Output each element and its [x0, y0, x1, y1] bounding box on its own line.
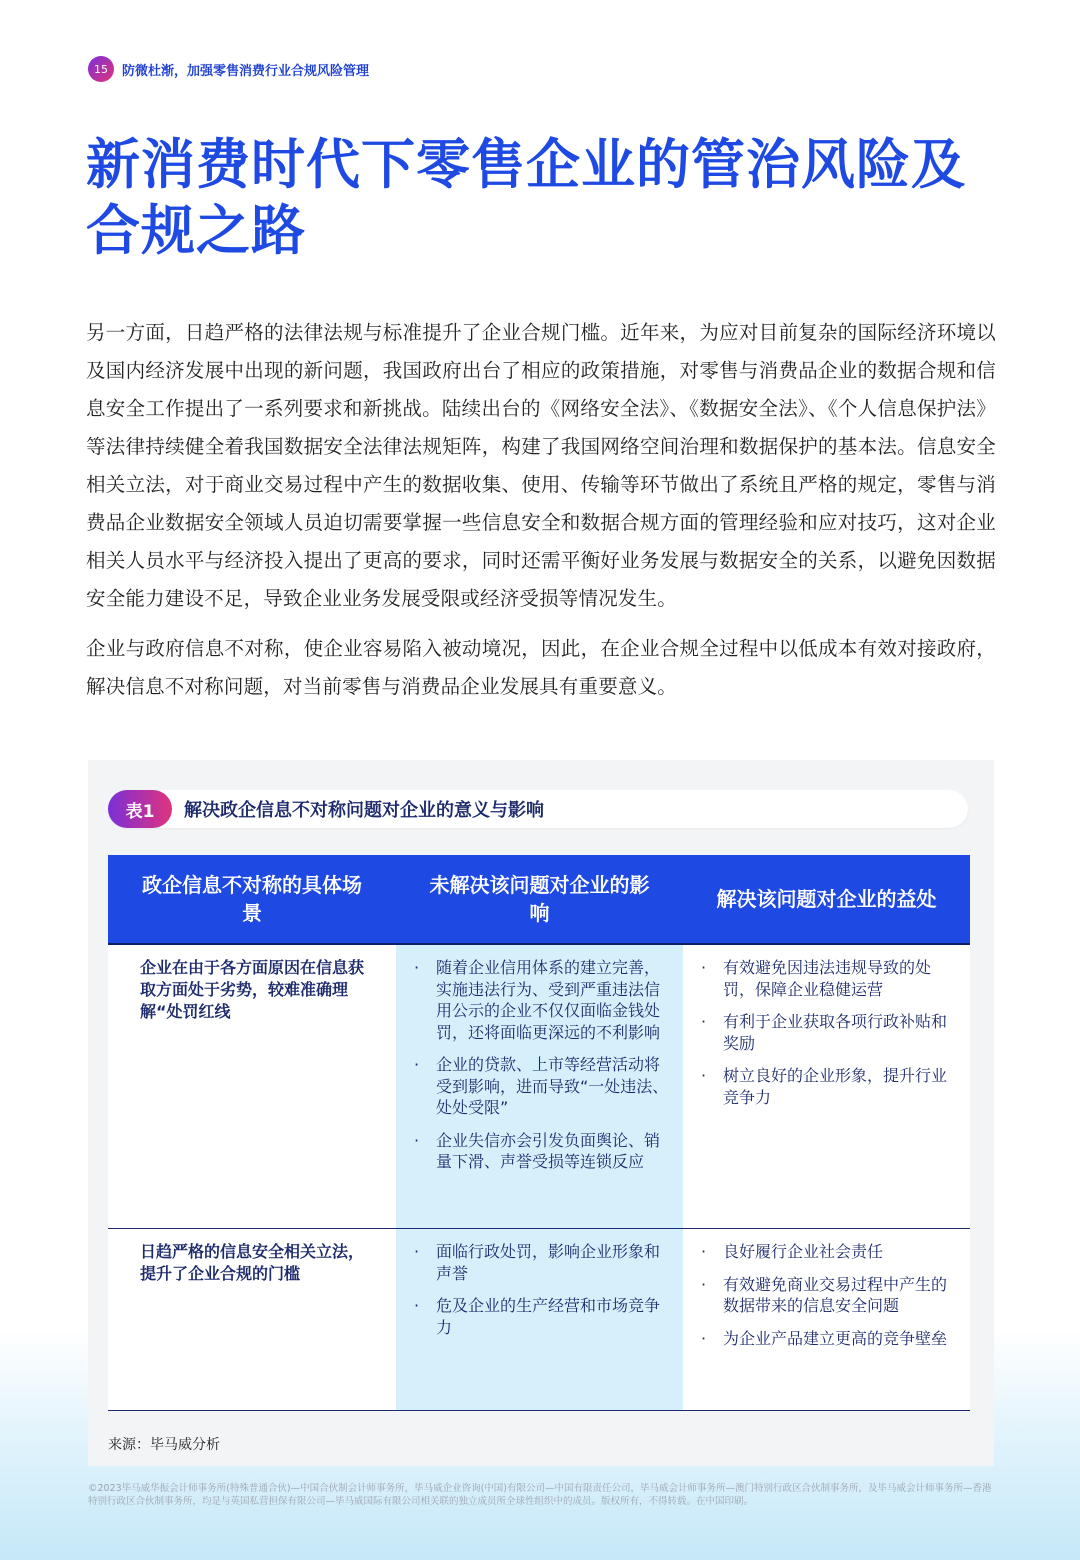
scene-cell: [108, 1229, 396, 1410]
list-item: [701, 957, 958, 1000]
table-header-cell: 政企信息不对称的具体场景: [142, 873, 362, 925]
bullet-icon: ·: [414, 1055, 420, 1074]
body-text: [86, 314, 996, 718]
scene-text: 企业在由于各方面原因在信息获取方面处于劣势，较难准确理解“处罚红线: [140, 958, 365, 1021]
bullet-icon: ·: [414, 1296, 420, 1315]
table-row: [108, 1229, 970, 1410]
list-item-text: 良好履行企业社会责任: [723, 1242, 884, 1261]
table-tag: 表1: [108, 790, 172, 828]
table-row: [108, 945, 970, 1229]
page-number-badge: 15: [88, 56, 114, 82]
list-item-text: 企业失信亦会引发负面舆论、销量下滑、声誉受损等连锁反应: [436, 1130, 661, 1171]
bullet-icon: ·: [701, 1274, 707, 1294]
list-item: [701, 1328, 958, 1350]
list-item-text: 有利于企业获取各项行政补贴和奖励: [723, 1012, 948, 1053]
table-source: 来源：毕马威分析: [108, 1437, 220, 1453]
list-item: [414, 1241, 673, 1284]
table-caption: [108, 790, 968, 828]
table-caption-text: 解决政企信息不对称问题对企业的意义与影响: [184, 800, 544, 821]
list-item-text: 为企业产品建立更高的竞争壁垒: [723, 1328, 948, 1348]
page-title: 新消费时代下零售企业的管治风险及合规之路: [86, 133, 966, 262]
paragraph: 企业与政府信息不对称，使企业容易陷入被动境况，因此，在企业合规全过程中以低成本有效对接政府，解决信息不对称问题，对当前零售与消费品企业发展具有重要意义。: [86, 637, 996, 698]
paragraph: 另一方面，日趋严格的法律法规与标准提升了企业合规门槛。近年来，为应对目前复杂的国际经济环境以及国内经济发展中出现的新问题，我国政府出台了相应的政策措施，对零售与消费品企业的数据合规和信息安全工作提出了一系列要求和新挑战。陆续出台的《网络安全法》、《数据安全法》、《个人信息保护法》等法律持续健全着我国数据安全法律法规矩阵，构建了我国网络空间治理和数据保护的基本法。信息安全相关立法，对于商业交易过程中产生的数据收集、使用、传输等环节做出了系统且严格的规定，零售与消费品企业数据安全领域人员迫切需要掌握一些信息安全和数据合规方面的管理经验和应对技巧，这对企业相关人员水平与经济投入提出了更高的要求，同时还需平衡好业务发展与数据安全的关系，以避免因数据安全能力建设不足，导致企业业务发展受限或经济受损等情况发生。: [86, 321, 996, 610]
table-header-row: [108, 855, 970, 945]
list-item-text: 有效避免商业交易过程中产生的数据带来的信息安全问题: [723, 1274, 948, 1315]
list-item-text: 树立良好的企业形象，提升行业竞争力: [723, 1066, 948, 1107]
page-header: [88, 56, 369, 82]
impact-cell: [396, 945, 683, 1228]
table-panel: [88, 760, 994, 1466]
benefit-list: [701, 1241, 958, 1349]
list-item: [414, 1054, 673, 1119]
impact-list: [414, 957, 673, 1173]
list-item: [701, 1274, 958, 1317]
list-item: [701, 1241, 958, 1263]
bullet-icon: ·: [414, 1130, 420, 1150]
list-item: [414, 1295, 673, 1338]
section-title: 防微杜渐，加强零售消费行业合规风险管理: [122, 63, 370, 79]
list-item-text: 企业的贷款、上市等经营活动将受到影响，进而导致“一处违法、处处受限”: [436, 1055, 669, 1117]
bullet-icon: ·: [701, 958, 707, 977]
impact-list: [414, 1241, 673, 1338]
list-item: [414, 957, 673, 1043]
bullet-icon: ·: [701, 1328, 707, 1348]
bullet-icon: ·: [701, 1066, 707, 1085]
benefit-cell: [683, 1229, 970, 1410]
bullet-icon: ·: [414, 958, 420, 977]
scene-text: 日趋严格的信息安全相关立法，提升了企业合规的门槛: [140, 1242, 365, 1283]
table-header-cell: 解决该问题对企业的益处: [716, 887, 937, 911]
scene-cell: [108, 945, 396, 1228]
bullet-icon: ·: [701, 1012, 707, 1031]
impact-cell: [396, 1229, 683, 1410]
list-item: [701, 1065, 958, 1108]
benefit-cell: [683, 945, 970, 1228]
list-item: [701, 1011, 958, 1054]
bullet-icon: ·: [701, 1242, 707, 1261]
list-item-text: 随着企业信用体系的建立完善，实施违法行为、受到严重违法信用公示的企业不仅仅面临金钱处罚，还将面临更深远的不利影响: [436, 958, 661, 1042]
info-asymmetry-table: [108, 855, 970, 1411]
table-header-cell: 未解决该问题对企业的影响: [429, 873, 650, 925]
benefit-list: [701, 957, 958, 1108]
list-item: [414, 1130, 673, 1173]
list-item-text: 危及企业的生产经营和市场竞争力: [436, 1296, 661, 1337]
bullet-icon: ·: [414, 1242, 420, 1261]
copyright-footer: ©2023毕马威华振会计师事务所(特殊普通合伙)—中国合伙制会计师事务所，毕马威企业咨询(中国)有限公司—中国有限责任公司，毕马威会计师事务所—澳门特别行政区合伙制事务所，及毕马威会计师事务所—香港特别行政区合伙制事务所，均是与英国私营担保有限公司—毕马威国际有限公司相关联的独立成员所全球性组织中的成员。版权所有，不得转载。在中国印刷。: [88, 1483, 992, 1507]
list-item-text: 有效避免因违法违规导致的处罚，保障企业稳健运营: [723, 958, 932, 999]
list-item-text: 面临行政处罚，影响企业形象和声誉: [436, 1242, 661, 1283]
